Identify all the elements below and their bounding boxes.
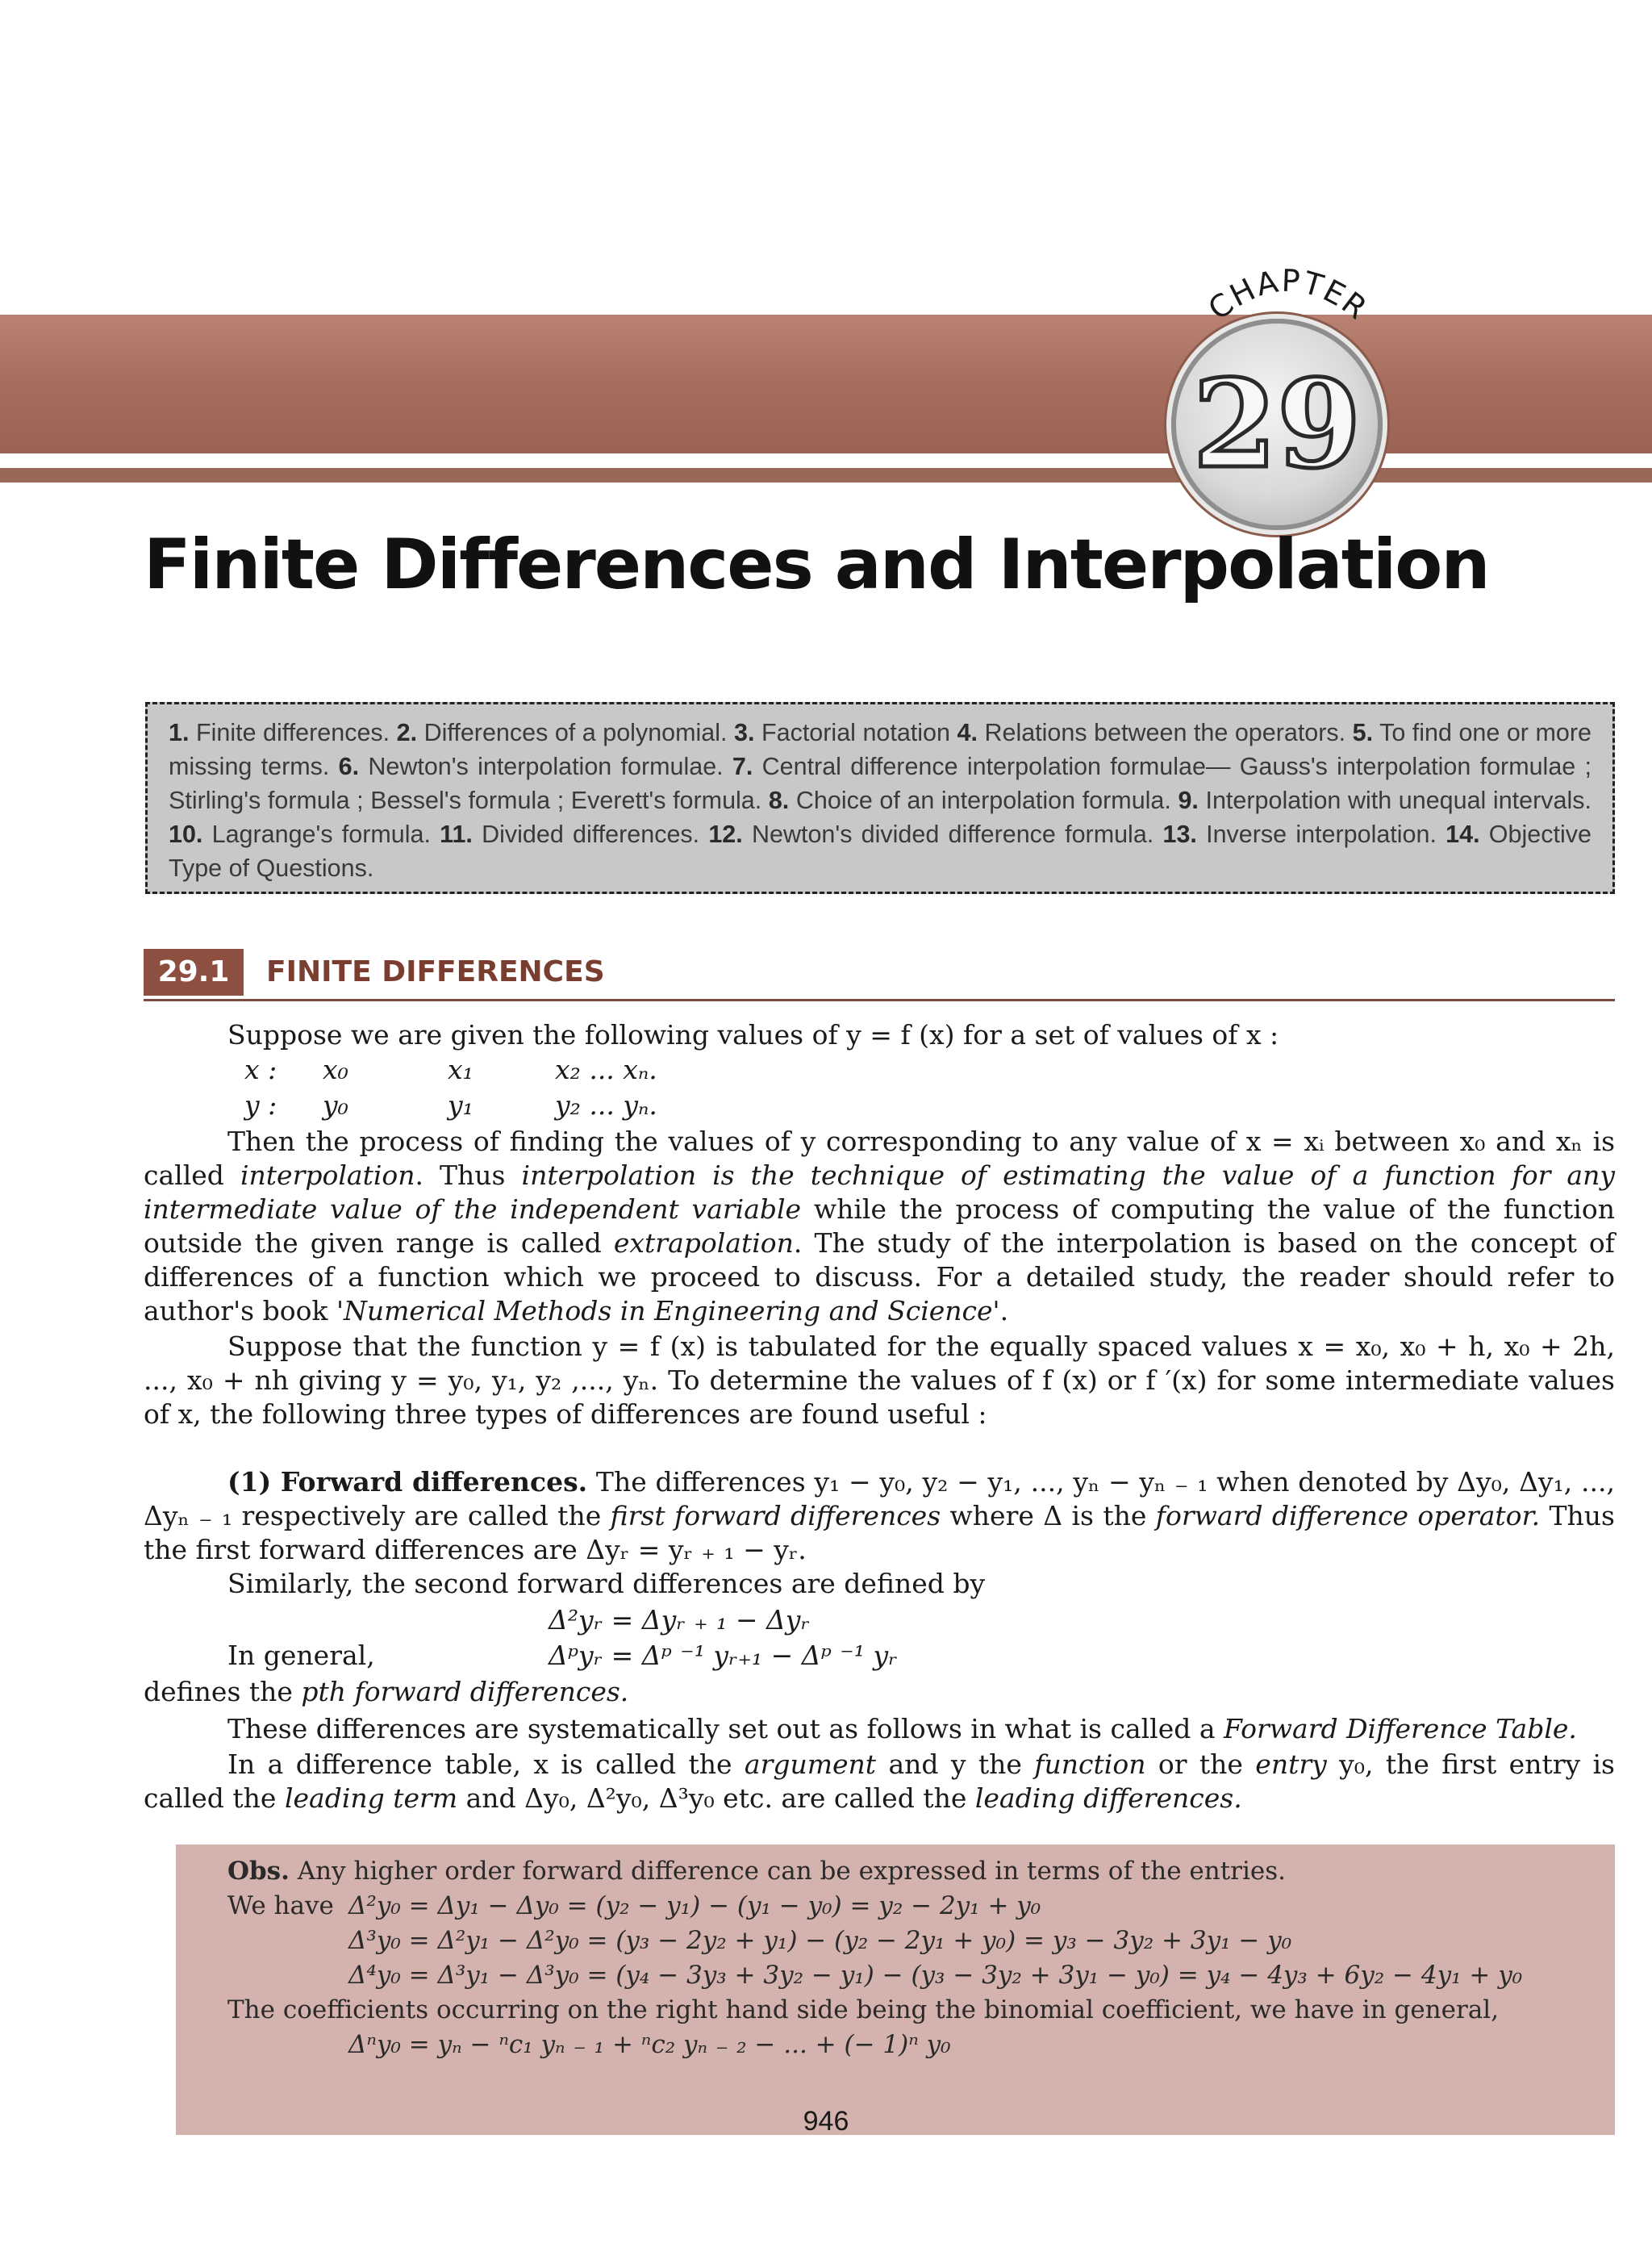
contents-item-number: 2. xyxy=(396,719,418,746)
section-title: FINITE DIFFERENCES xyxy=(266,955,605,988)
svg-text:CHAPTER xyxy=(1202,263,1375,328)
equation-second-difference: Δ²yᵣ = Δyᵣ ₊ ₁ − Δyᵣ xyxy=(549,1604,810,1636)
chapter-banner xyxy=(0,315,1652,453)
contents-item-number: 5. xyxy=(1352,719,1374,746)
chapter-title: Finite Differences and Interpolation xyxy=(144,524,1489,605)
contents-item-number: 7. xyxy=(732,753,753,780)
contents-item-number: 11. xyxy=(440,821,473,848)
table-x-label: x : xyxy=(244,1054,277,1085)
contents-item-text: Inverse interpolation. xyxy=(1206,821,1437,848)
forward-differences-paragraph: (1) Forward differences. The differences y₁ − y₀, y₂ − y₁, ..., yₙ − yₙ ₋ ₁ when denoted by Δy₀, Δy₁, ..., Δyₙ ₋ ₁ respectively are called the first forward differences where Δ is the forward difference operator. Thus the first forward differences are Δyᵣ = yᵣ ₊ ₁ − yᵣ. xyxy=(144,1466,1615,1565)
pth-difference-sentence: defines the pth forward differences. xyxy=(144,1676,629,1707)
contents-item-text: Divided differences. xyxy=(482,821,700,848)
table-y-n: y₂ ... yₙ. xyxy=(555,1089,657,1121)
table-x-1: x₁ xyxy=(448,1054,473,1085)
chapter-number: 29 xyxy=(1192,353,1362,495)
in-general-label: In general, xyxy=(227,1640,375,1671)
contents-item-text: Newton's interpolation formulae. xyxy=(368,753,724,780)
obs-intro: Obs. Any higher order forward difference can be expressed in terms of the entries. xyxy=(227,1857,1287,1886)
book-title: 'Numerical Methods in Engineering and Science' xyxy=(336,1295,1000,1326)
contents-item-number: 1. xyxy=(169,719,190,746)
contents-item-number: 12. xyxy=(708,821,743,848)
contents-item-number: 6. xyxy=(338,753,360,780)
second-differences-intro: Similarly, the second forward differences are defined by xyxy=(227,1568,986,1599)
forward-differences-label: (1) Forward differences. xyxy=(227,1466,588,1498)
obs-label: Obs. xyxy=(227,1857,290,1886)
contents-item-text: Newton's divided difference formula. xyxy=(751,821,1154,848)
definition-interpolation: interpolation is the technique of estimating the value of a function for any intermediate value of the independent variable xyxy=(144,1159,1615,1225)
obs-equation-3: Δ³y₀ = Δ²y₁ − Δ²y₀ = (y₃ − 2y₂ + y₁) − (y₂ − 2y₁ + y₀) = y₃ − 3y₂ + 3y₁ − y₀ xyxy=(348,1926,1292,1955)
contents-item-text: Choice of an interpolation formula. xyxy=(795,787,1171,814)
contents-item-text: Objective Type of Questions. xyxy=(169,821,1592,882)
table-y-1: y₁ xyxy=(448,1089,473,1121)
term-interpolation: interpolation xyxy=(240,1159,415,1191)
tabulation-paragraph: Suppose that the function y = f (x) is tabulated for the equally spaced values x = x₀, x₀ + h, x₀ + 2h, ..., x₀ + nh giving y = y₀, y₁, y₂ ,..., yₙ. To determine the values of f (x) or f ′(x) for some intermediate values of x, the following three types of differences are found useful : xyxy=(144,1331,1615,1430)
obs-conclusion: The coefficients occurring on the right hand side being the binomial coefficient, we have in general, xyxy=(227,1995,1500,2024)
observation-box xyxy=(176,1844,1615,2135)
contents-item-text: Interpolation with unequal intervals. xyxy=(1205,787,1592,814)
chapter-word: CHAPTER xyxy=(1201,262,1375,328)
table-intro-sentence: These differences are systematically set out as follows in what is called a Forward Difference Table. xyxy=(227,1713,1577,1744)
obs-general-formula: Δⁿy₀ = yₙ − ⁿc₁ yₙ ₋ ₁ + ⁿc₂ yₙ ₋ ₂ − ... + (− 1)ⁿ y₀ xyxy=(348,2030,951,2059)
table-y-0: y₀ xyxy=(323,1089,348,1121)
contents-item-number: 13. xyxy=(1162,821,1197,848)
contents-item-text: Relations between the operators. xyxy=(984,719,1346,746)
section-number: 29.1 xyxy=(144,949,244,996)
contents-item-number: 9. xyxy=(1178,787,1199,814)
obs-equation-4: Δ⁴y₀ = Δ³y₁ − Δ³y₀ = (y₄ − 3y₃ + 3y₂ − y₁) − (y₃ − 3y₂ + 3y₁ − y₀) = y₄ − 4y₃ + 6y₂ − 4y₁ + y₀ xyxy=(348,1961,1523,1990)
contents-item-text: Finite differences. xyxy=(195,719,390,746)
banner-rule xyxy=(0,468,1652,483)
contents-item-text: Lagrange's formula. xyxy=(211,821,431,848)
contents-item-number: 10. xyxy=(169,821,203,848)
equation-pth-difference: Δᵖyᵣ = Δᵖ ⁻¹ yᵣ₊₁ − Δᵖ ⁻¹ yᵣ xyxy=(549,1640,898,1671)
we-have-label: We have xyxy=(227,1891,334,1920)
contents-item-number: 8. xyxy=(768,787,790,814)
table-x-0: x₀ xyxy=(323,1054,348,1085)
obs-equation-2: Δ²y₀ = Δy₁ − Δy₀ = (y₂ − y₁) − (y₁ − y₀) = y₂ − 2y₁ + y₀ xyxy=(348,1891,1041,1920)
table-x-n: x₂ ... xₙ. xyxy=(555,1054,657,1085)
interpolation-paragraph: Then the process of finding the values of y corresponding to any value of x = xᵢ between x₀ and xₙ is called interpolation. Thus interpolation is the technique of estimating the value of a function for any intermediate value of the independent variable while the process of computing the value of the function outside the given range is called extrapolation. The study of the interpolation is based on the concept of differences of a function which we proceed to discuss. For a detailed study, the reader should refer to author's book 'Numerical Methods in Engineering and Science'. xyxy=(144,1126,1615,1326)
contents-item-number: 14. xyxy=(1446,821,1480,848)
intro-paragraph: Suppose we are given the following values of y = f (x) for a set of values of x : xyxy=(227,1019,1279,1051)
contents-item-number: 4. xyxy=(957,719,978,746)
contents-item-text: Factorial notation xyxy=(761,719,950,746)
page-number: 946 xyxy=(803,2106,849,2137)
chapter-contents xyxy=(145,702,1615,894)
table-y-label: y : xyxy=(244,1089,277,1121)
contents-item-text: Central difference interpolation formulae— Gauss's interpolation formulae ; Stirling's formula ; Bessel's formula ; Everett's formula. xyxy=(169,753,1592,814)
contents-item-text: Differences of a polynomial. xyxy=(423,719,728,746)
leading-terms-paragraph: In a difference table, x is called the argument and y the function or the entry y₀, the first entry is called the leading term and Δy₀, Δ²y₀, Δ³y₀ etc. are called the leading differences. xyxy=(144,1748,1615,1814)
section-rule xyxy=(144,999,1615,1001)
term-extrapolation: extrapolation xyxy=(613,1227,794,1259)
contents-item-number: 3. xyxy=(734,719,755,746)
contents-item-text: To find one or more missing terms. xyxy=(169,719,1592,780)
